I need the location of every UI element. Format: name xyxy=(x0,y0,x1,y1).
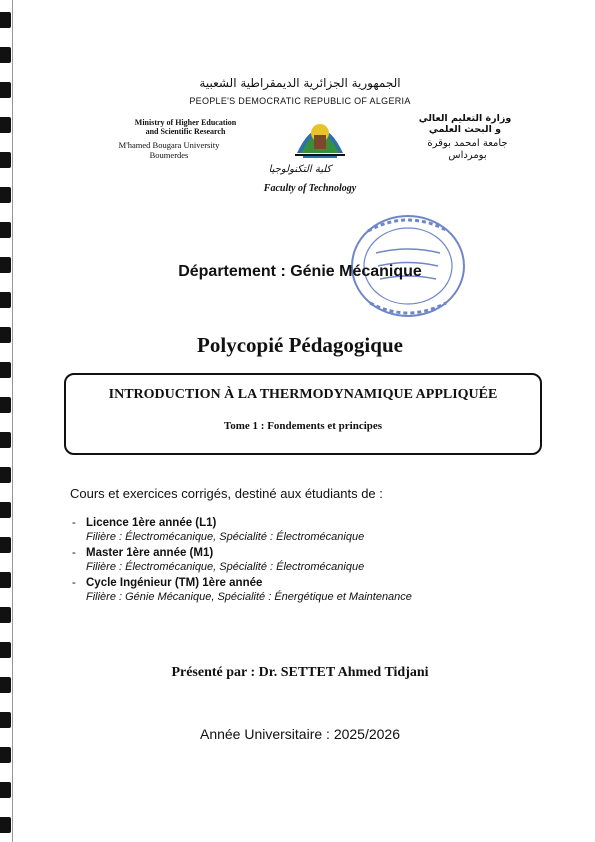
list-item xyxy=(72,576,552,604)
list-dash: - xyxy=(72,547,76,559)
audience-intro: Cours et exercices corrigés, destiné aux étudiants de : xyxy=(70,486,383,501)
university-english-line2: Boumerdes xyxy=(149,150,189,160)
ministry-english xyxy=(103,118,268,136)
university-arabic-line2: بومرداس xyxy=(448,150,487,161)
university-english-line1: M'hamed Bougara University xyxy=(118,140,220,150)
list-dash: - xyxy=(72,517,76,529)
title-box xyxy=(64,373,542,455)
level-detail: Filière : Génie Mécanique, Spécialité : Énergétique et Maintenance xyxy=(86,591,412,603)
level-detail: Filière : Électromécanique, Spécialité : Électromécanique xyxy=(86,561,365,573)
audience-list xyxy=(72,516,552,606)
ministry-english-line2: and Scientific Research xyxy=(145,127,226,136)
list-item xyxy=(72,516,552,544)
university-arabic xyxy=(400,138,535,162)
ministry-english-line1: Ministry of Higher Education xyxy=(134,118,237,127)
university-logo-icon xyxy=(293,113,347,159)
university-arabic-line1: جامعة امحمد بوقرة xyxy=(427,138,508,149)
presented-by: Présenté par : Dr. SETTET Ahmed Tidjani xyxy=(171,665,429,680)
republic-name-english: PEOPLE'S DEMOCRATIC REPUBLIC OF ALGERIA xyxy=(189,96,411,106)
ministry-arabic-line1: وزارة التعليم العالي xyxy=(418,113,512,124)
level-name: Master 1ère année (M1) xyxy=(86,547,214,559)
department-name: Département : Génie Mécanique xyxy=(178,263,422,280)
page-edge xyxy=(12,0,13,842)
list-item xyxy=(72,546,552,574)
level-name: Cycle Ingénieur (TM) 1ère année xyxy=(86,577,263,589)
document-type-title: Polycopié Pédagogique xyxy=(197,333,403,357)
level-detail: Filière : Électromécanique, Spécialité : Électromécanique xyxy=(86,531,365,543)
faculty-name-english: Faculty of Technology xyxy=(263,183,357,194)
ministry-arabic-line2: و البحث العلمي xyxy=(428,124,502,135)
ministry-arabic xyxy=(395,113,535,135)
academic-year: Année Universitaire : 2025/2026 xyxy=(199,726,401,742)
list-dash: - xyxy=(72,577,76,589)
university-english xyxy=(103,140,235,160)
republic-name-arabic: الجمهورية الجزائرية الديمقراطية الشعبية xyxy=(199,76,401,90)
level-name: Licence 1ère année (L1) xyxy=(86,517,217,529)
faculty-name-arabic: كلية التكنولوجيا xyxy=(268,164,332,175)
course-subtitle: Tome 1 : Fondements et principes xyxy=(223,420,383,432)
course-title: INTRODUCTION À LA THERMODYNAMIQUE APPLIQUÉE xyxy=(108,387,498,402)
